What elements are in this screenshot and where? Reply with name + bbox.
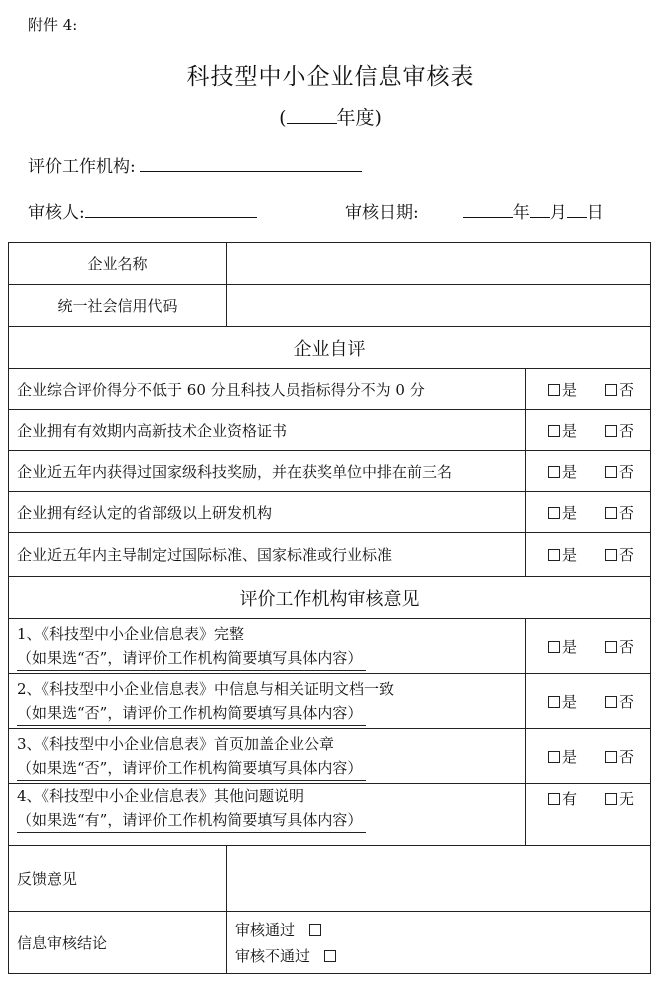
checkbox-icon[interactable] bbox=[548, 549, 560, 561]
checkbox-icon[interactable] bbox=[605, 425, 617, 437]
fail-option[interactable]: 审核不通过 bbox=[235, 943, 642, 969]
checkbox-icon[interactable] bbox=[605, 384, 617, 396]
review-item-note: （如果选“否”，请评价工作机构简要填写具体内容） bbox=[17, 756, 366, 781]
no-option[interactable]: 否 bbox=[605, 748, 634, 766]
checkbox-icon[interactable] bbox=[548, 425, 560, 437]
review-row bbox=[9, 784, 651, 846]
checkbox-icon[interactable] bbox=[548, 641, 560, 653]
year-open: ( bbox=[279, 107, 287, 129]
form-title: 科技型中小企业信息审核表 bbox=[186, 64, 475, 90]
checkbox-icon[interactable] bbox=[605, 641, 617, 653]
checkbox-icon[interactable] bbox=[548, 793, 560, 805]
self-eval-row bbox=[9, 451, 651, 492]
date-month-unit: 月 bbox=[549, 203, 567, 223]
org-label: 评价工作机构: bbox=[28, 157, 136, 177]
no-option[interactable]: 否 bbox=[605, 463, 634, 481]
conclusion-label: 信息审核结论 bbox=[9, 912, 227, 974]
none-option[interactable]: 无 bbox=[605, 790, 634, 808]
yes-no-options bbox=[526, 369, 651, 410]
review-item bbox=[9, 674, 526, 729]
review-item-note: （如果选“否”，请评价工作机构简要填写具体内容） bbox=[17, 701, 366, 726]
yes-option[interactable]: 是 bbox=[548, 546, 577, 564]
yes-no-options bbox=[526, 451, 651, 492]
checkbox-icon[interactable] bbox=[605, 793, 617, 805]
checkbox-icon[interactable] bbox=[548, 507, 560, 519]
self-eval-item: 企业近五年内获得过国家级科技奖励，并在获奖单位中排在前三名 bbox=[9, 451, 526, 492]
date-day-unit: 日 bbox=[586, 203, 604, 223]
checkbox-icon[interactable] bbox=[548, 696, 560, 708]
year-close: 年度) bbox=[336, 107, 382, 129]
org-blank[interactable] bbox=[140, 153, 362, 172]
review-header-row bbox=[9, 577, 651, 619]
review-row bbox=[9, 674, 651, 729]
checkbox-icon[interactable] bbox=[324, 950, 336, 962]
self-eval-title: 企业自评 bbox=[9, 327, 651, 369]
no-option[interactable]: 否 bbox=[605, 381, 634, 399]
checkbox-icon[interactable] bbox=[605, 549, 617, 561]
review-item-note: （如果选“有”，请评价工作机构简要填写具体内容） bbox=[17, 808, 366, 833]
self-eval-item: 企业近五年内主导制定过国际标准、国家标准或行业标准 bbox=[9, 533, 526, 577]
company-name-label: 企业名称 bbox=[9, 243, 227, 285]
review-item-main: 4、《科技型中小企业信息表》其他问题说明 bbox=[17, 787, 305, 805]
review-item bbox=[9, 729, 526, 784]
self-eval-row bbox=[9, 533, 651, 577]
no-option[interactable]: 否 bbox=[605, 504, 634, 522]
checkbox-icon[interactable] bbox=[605, 751, 617, 763]
yes-no-options bbox=[526, 674, 651, 729]
date-year-unit: 年 bbox=[512, 203, 530, 223]
no-option[interactable]: 否 bbox=[605, 693, 634, 711]
checkbox-icon[interactable] bbox=[605, 696, 617, 708]
yes-option[interactable]: 是 bbox=[548, 463, 577, 481]
conclusion-options bbox=[227, 912, 651, 974]
credit-code-row bbox=[9, 285, 651, 327]
review-section-title: 评价工作机构审核意见 bbox=[9, 577, 651, 619]
date-day-blank[interactable] bbox=[567, 199, 587, 218]
self-eval-header-row bbox=[9, 327, 651, 369]
credit-code-value[interactable] bbox=[227, 285, 651, 327]
self-eval-item: 企业拥有有效期内高新技术企业资格证书 bbox=[9, 410, 526, 451]
yes-option[interactable]: 是 bbox=[548, 422, 577, 440]
yes-no-options bbox=[526, 619, 651, 674]
review-item-main: 2、《科技型中小企业信息表》中信息与相关证明文档一致 bbox=[17, 679, 395, 698]
review-item bbox=[9, 784, 526, 846]
review-date-label: 审核日期: bbox=[345, 203, 419, 223]
has-option[interactable]: 有 bbox=[548, 790, 577, 808]
date-year-blank[interactable] bbox=[463, 199, 513, 218]
conclusion-row bbox=[9, 912, 651, 974]
yes-no-options bbox=[526, 410, 651, 451]
self-eval-row bbox=[9, 410, 651, 451]
reviewer-blank[interactable] bbox=[85, 199, 257, 218]
yes-option[interactable]: 是 bbox=[548, 504, 577, 522]
feedback-row bbox=[9, 846, 651, 912]
reviewer-label: 审核人: bbox=[28, 203, 85, 223]
checkbox-icon[interactable] bbox=[548, 384, 560, 396]
review-item-note: （如果选“否”，请评价工作机构简要填写具体内容） bbox=[17, 646, 366, 671]
self-eval-item: 企业拥有经认定的省部级以上研发机构 bbox=[9, 492, 526, 533]
review-row bbox=[9, 619, 651, 674]
org-field bbox=[28, 152, 362, 177]
yes-option[interactable]: 是 bbox=[548, 638, 577, 656]
review-item-main: 1、《科技型中小企业信息表》完整 bbox=[17, 624, 245, 643]
self-eval-item: 企业综合评价得分不低于 60 分且科技人员指标得分不为 0 分 bbox=[9, 369, 526, 410]
year-blank[interactable] bbox=[287, 105, 337, 124]
company-name-row bbox=[9, 243, 651, 285]
year-line bbox=[0, 103, 661, 130]
yes-option[interactable]: 是 bbox=[548, 381, 577, 399]
review-item-main: 3、《科技型中小企业信息表》首页加盖企业公章 bbox=[17, 734, 335, 753]
date-month-blank[interactable] bbox=[530, 199, 550, 218]
review-item bbox=[9, 619, 526, 674]
review-row bbox=[9, 729, 651, 784]
review-table bbox=[8, 242, 651, 974]
feedback-label: 反馈意见 bbox=[9, 846, 227, 912]
yes-option[interactable]: 是 bbox=[548, 748, 577, 766]
feedback-value[interactable] bbox=[227, 846, 651, 912]
no-option[interactable]: 否 bbox=[605, 422, 634, 440]
yes-no-options bbox=[526, 729, 651, 784]
checkbox-icon[interactable] bbox=[548, 466, 560, 478]
yes-no-options bbox=[526, 533, 651, 577]
review-date-field bbox=[345, 198, 604, 223]
self-eval-row bbox=[9, 369, 651, 410]
attachment-label: 附件 4: bbox=[28, 16, 78, 34]
yes-no-options bbox=[526, 492, 651, 533]
no-option[interactable]: 否 bbox=[605, 546, 634, 564]
checkbox-icon[interactable] bbox=[605, 507, 617, 519]
pass-option[interactable]: 审核通过 bbox=[235, 917, 642, 943]
has-none-options bbox=[526, 784, 651, 846]
checkbox-icon[interactable] bbox=[548, 751, 560, 763]
yes-option[interactable]: 是 bbox=[548, 693, 577, 711]
reviewer-field bbox=[28, 198, 257, 223]
checkbox-icon[interactable] bbox=[605, 466, 617, 478]
credit-code-label: 统一社会信用代码 bbox=[9, 285, 227, 327]
company-name-value[interactable] bbox=[227, 243, 651, 285]
self-eval-row bbox=[9, 492, 651, 533]
no-option[interactable]: 否 bbox=[605, 638, 634, 656]
checkbox-icon[interactable] bbox=[309, 924, 321, 936]
